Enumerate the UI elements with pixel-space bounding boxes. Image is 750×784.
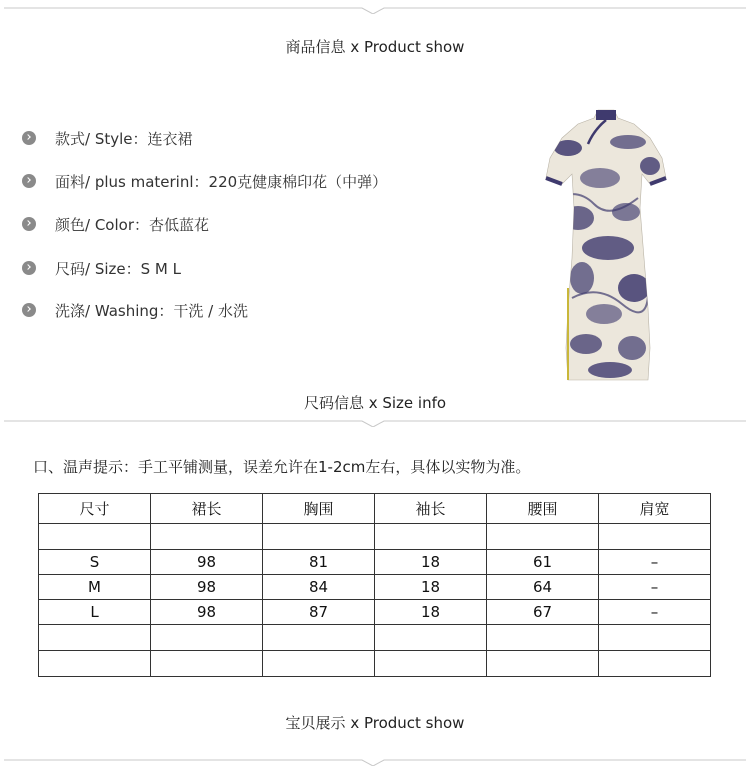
spec-color-text: 颜色/ Color：杏低蓝花: [55, 215, 209, 234]
table-row: [39, 575, 711, 600]
table-cell: 81: [263, 550, 375, 575]
chevron-right-circle-icon: [22, 303, 36, 317]
section-title-display: 宝贝展示 x Product show: [285, 714, 465, 732]
table-cell: M: [39, 575, 151, 600]
spec-material: [22, 169, 502, 193]
chevron-right-circle-icon: [22, 131, 36, 145]
spec-washing-text: 洗涤/ Washing：干洗 / 水洗: [55, 301, 248, 320]
table-cell: S: [39, 550, 151, 575]
header-sleeve: 袖长: [375, 494, 487, 524]
header-size: 尺寸: [39, 494, 151, 524]
table-cell: 67: [487, 600, 599, 625]
table-row-empty: [39, 625, 711, 651]
measurement-notice: 口、温声提示：手工平铺测量，误差允许在1-2cm左右，具体以实物为准。: [33, 458, 531, 476]
table-cell: –: [599, 600, 711, 625]
table-cell: 64: [487, 575, 599, 600]
table-cell: 18: [375, 600, 487, 625]
table-row: [39, 550, 711, 575]
table-cell: L: [39, 600, 151, 625]
table-row-empty: [39, 524, 711, 550]
table-cell: 18: [375, 575, 487, 600]
spec-color: [22, 212, 502, 236]
size-table: [38, 493, 711, 677]
chevron-right-circle-icon: [22, 261, 36, 275]
product-image-dress: [538, 108, 674, 384]
table-cell: 98: [151, 575, 263, 600]
table-cell: 61: [487, 550, 599, 575]
table-cell: 98: [151, 550, 263, 575]
header-shoulder: 肩宽: [599, 494, 711, 524]
spec-size: [22, 256, 502, 280]
size-divider: [4, 415, 746, 427]
spec-style-text: 款式/ Style：连衣裙: [55, 129, 193, 148]
spec-material-text: 面料/ plus materinl：220克健康棉印花（中弹）: [55, 172, 388, 191]
table-row-empty: [39, 651, 711, 677]
bottom-divider: [4, 754, 746, 766]
table-cell: –: [599, 575, 711, 600]
table-cell: 84: [263, 575, 375, 600]
table-header-row: [39, 494, 711, 524]
table-cell: –: [599, 550, 711, 575]
chevron-right-circle-icon: [22, 174, 36, 188]
table-cell: 98: [151, 600, 263, 625]
top-divider: [4, 2, 746, 14]
table-cell: 87: [263, 600, 375, 625]
section-title-size-info: 尺码信息 x Size info: [303, 394, 447, 412]
spec-size-text: 尺码/ Size：S M L: [55, 259, 181, 278]
section-title-product-info: 商品信息 x Product show: [285, 38, 465, 56]
header-waist: 腰围: [487, 494, 599, 524]
spec-style: [22, 126, 502, 150]
header-bust: 胸围: [263, 494, 375, 524]
spec-washing: [22, 298, 502, 322]
table-row: [39, 600, 711, 625]
chevron-right-circle-icon: [22, 217, 36, 231]
table-cell: 18: [375, 550, 487, 575]
header-skirt-length: 裙长: [151, 494, 263, 524]
